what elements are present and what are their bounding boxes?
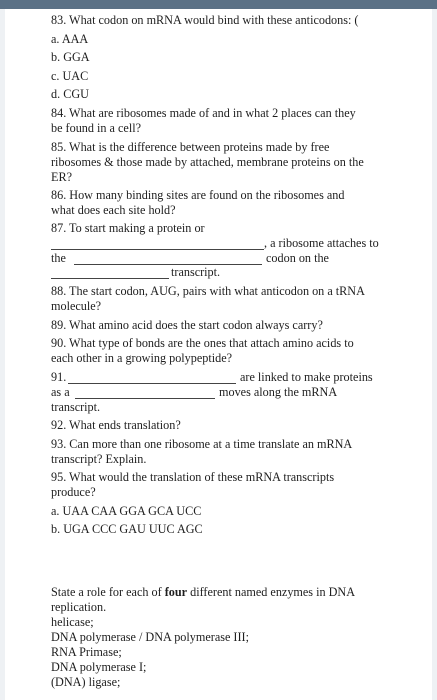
enzymes-intro-pre: State a role for each of	[51, 585, 165, 599]
q95-option-b: b. UGA CCC GAU UUC AGC	[51, 522, 203, 536]
q87-blank-1[interactable]	[51, 249, 264, 250]
q87-the: the	[51, 251, 66, 265]
q95-line2: produce?	[51, 485, 96, 499]
q90-line2: each other in a growing polypeptide?	[51, 351, 233, 365]
top-bar	[0, 0, 437, 9]
enzymes-intro-line2: replication.	[51, 600, 107, 614]
q91-blank-1[interactable]	[68, 383, 236, 384]
q95-line1: 95. What would the translation of these mRNA transcripts	[51, 470, 335, 484]
q87-blank-2[interactable]	[74, 264, 262, 265]
q84-line1: 84. What are ribosomes made of and in what 2 places can they	[51, 106, 356, 120]
enzyme-ligase: (DNA) ligase;	[51, 675, 121, 689]
q83-option-b: b. GGA	[51, 50, 90, 64]
q85-line1: 85. What is the difference between proteins made by free	[51, 140, 330, 154]
q87-ribosome-attaches: , a ribosome attaches to	[264, 236, 379, 250]
q95-option-a: a. UAA CAA GGA GCA UCC	[51, 504, 202, 518]
q86-line2: what does each site hold?	[51, 203, 176, 217]
q93-line1: 93. Can more than one ribosome at a time translate an mRNA	[51, 437, 353, 451]
q83-text: 83. What codon on mRNA would bind with these anticodons: (	[51, 13, 359, 27]
q87-codon-on-the: codon on the	[266, 251, 329, 265]
q87-transcript: transcript.	[171, 265, 221, 279]
q83-option-a: a. AAA	[51, 32, 89, 46]
q93-line2: transcript? Explain.	[51, 452, 147, 466]
q90-line1: 90. What type of bonds are the ones that attach amino acids to	[51, 336, 354, 350]
q86-line1: 86. How many binding sites are found on the ribosomes and	[51, 188, 345, 202]
q91-moves-along: moves along the mRNA	[219, 385, 338, 399]
enzyme-helicase: helicase;	[51, 615, 94, 629]
q88-line1: 88. The start codon, AUG, pairs with what anticodon on a tRNA	[51, 284, 365, 298]
enzymes-intro	[51, 585, 355, 600]
enzymes-intro-post: different named enzymes in DNA	[187, 585, 356, 599]
q84-line2: be found in a cell?	[51, 121, 142, 135]
enzyme-rna-primase: RNA Primase;	[51, 645, 122, 659]
enzyme-dna-polymerase-iii: DNA polymerase / DNA polymerase III;	[51, 630, 249, 644]
q89-text: 89. What amino acid does the start codon always carry?	[51, 318, 323, 332]
q85-line3: ER?	[51, 170, 72, 184]
q87-blank-3[interactable]	[51, 278, 169, 279]
q83-option-d: d. CGU	[51, 87, 89, 101]
enzymes-intro-bold: four	[164, 585, 188, 599]
q91-blank-2[interactable]	[75, 398, 215, 399]
q91-linked: are linked to make proteins	[240, 370, 373, 384]
q91-number: 91.	[51, 370, 67, 384]
enzyme-dna-polymerase-i: DNA polymerase I;	[51, 660, 147, 674]
q83-option-c: c. UAC	[51, 69, 89, 83]
q91-transcript: transcript.	[51, 400, 101, 414]
q92-text: 92. What ends translation?	[51, 418, 181, 432]
right-frame	[432, 9, 437, 700]
q87-line1: 87. To start making a protein or	[51, 221, 205, 235]
q91-as-a: as a	[51, 385, 70, 399]
left-frame	[0, 9, 5, 700]
q85-line2: ribosomes & those made by attached, membrane proteins on the	[51, 155, 364, 169]
q88-line2: molecule?	[51, 299, 102, 313]
